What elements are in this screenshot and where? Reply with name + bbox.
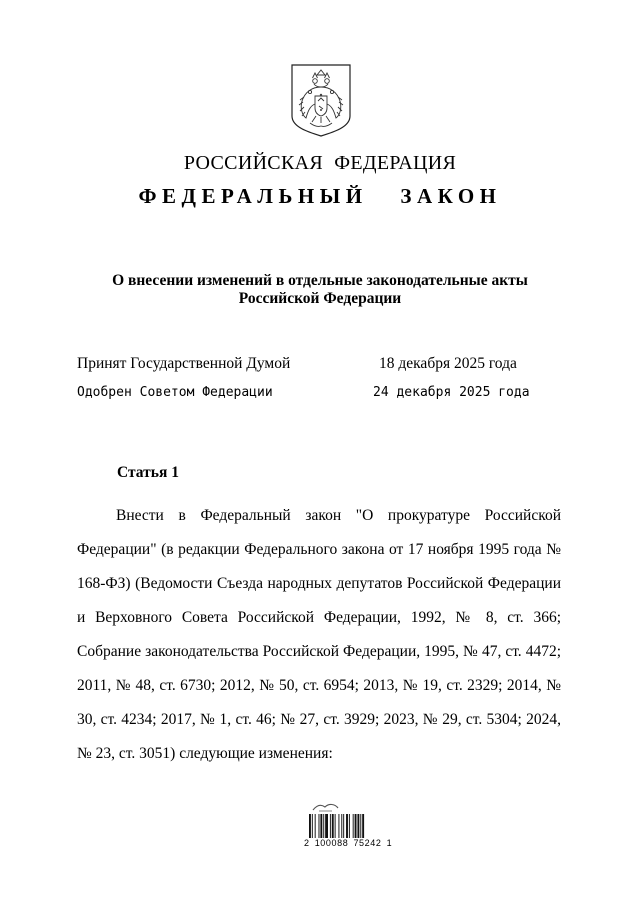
adopted-date: 18 декабря 2025 года <box>379 355 517 372</box>
law-type-heading: ФЕДЕРАЛЬНЫЙ ЗАКОН <box>138 184 502 208</box>
approved-date: 24 декабря 2025 года <box>373 385 530 400</box>
barcode-icon <box>308 814 388 838</box>
barcode-number: 2 100088 75242 1 <box>304 838 393 848</box>
law-title-line-1: О внесении изменений в отдельные законодательные акты <box>112 272 528 289</box>
article-heading: Статья 1 <box>117 464 179 481</box>
emblem-icon <box>290 64 352 137</box>
adopted-label: Принят Государственной Думой <box>77 355 291 372</box>
law-title-line-2: Российской Федерации <box>238 290 402 307</box>
approved-label: Одобрен Советом Федерации <box>77 385 273 400</box>
law-title <box>60 272 580 308</box>
country-name: РОССИЙСКАЯ ФЕДЕРАЦИЯ <box>183 152 457 174</box>
article-text: Внести в Федеральный закон "О прокуратуре Российской Федерации" (в редакции Федерального закона от 17 ноября 1995 года № 168-ФЗ) (Ведомости Съезда народных депутатов Российской Федерации и Верховного Совета Российской Федерации, 1992, № 8, ст. 366; Собрание законодательства Российской Федерации, 1995, № 47, ст. 4472; 2011, № 48, ст. 6730; 2012, № 50, ст. 6954; 2013, № 19, ст. 2329; 2014, № 30, ст. 4234; 2017, № 1, ст. 46; № 27, ст. 3929; 2023, № 29, ст. 5304; 2024, № 23, ст. 3051) следующие изменения: <box>77 507 561 762</box>
stamp-mark-icon <box>309 800 341 814</box>
